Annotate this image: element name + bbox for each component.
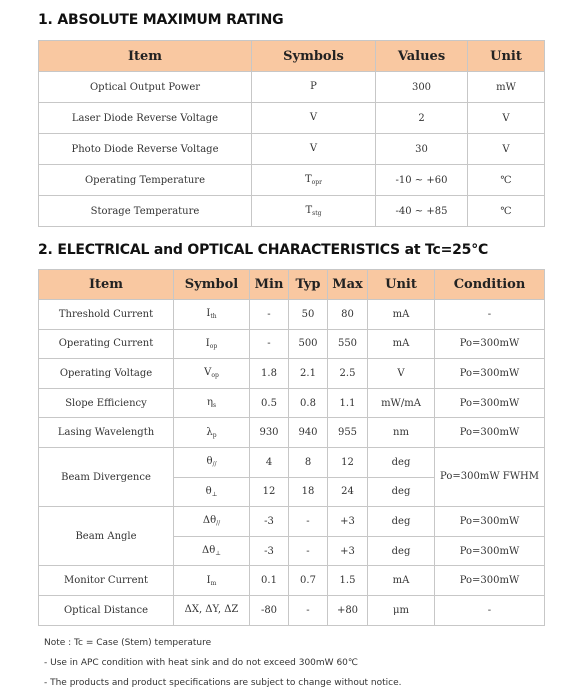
symbol-cell: $\lambda_p$ (174, 418, 250, 448)
typ-cell: - (289, 595, 328, 625)
section-title-absolute-max: 1. ABSOLUTE MAXIMUM RATING (38, 12, 284, 28)
table-row (39, 196, 545, 227)
condition-cell: Po=300mW FWHM (435, 447, 545, 506)
characteristics-table (38, 269, 545, 626)
unit-cell: ℃ (468, 165, 545, 196)
table-row (39, 507, 545, 537)
item-cell: Beam Angle (39, 507, 174, 566)
symbol-cell: $\theta_\perp$ (174, 477, 250, 507)
header-unit: Unit (468, 41, 545, 72)
condition-cell: - (435, 595, 545, 625)
typ-cell: 940 (289, 418, 328, 448)
item-cell: Lasing Wavelength (39, 418, 174, 448)
item-cell: Operating Current (39, 329, 174, 359)
condition-cell: Po=300mW (435, 507, 545, 537)
max-cell: +80 (328, 595, 368, 625)
typ-cell: - (289, 507, 328, 537)
table-row (39, 72, 545, 103)
max-cell: 550 (328, 329, 368, 359)
item-cell: Operating Temperature (39, 165, 252, 196)
max-cell: 2.5 (328, 359, 368, 389)
item-cell: Optical Distance (39, 595, 174, 625)
header-typ: Typ (289, 270, 328, 300)
header-item: Item (39, 270, 174, 300)
unit-cell: mW (468, 72, 545, 103)
max-cell: 1.5 (328, 566, 368, 596)
typ-cell: 50 (289, 300, 328, 330)
header-min: Min (250, 270, 289, 300)
table-row (39, 165, 545, 196)
item-cell: Threshold Current (39, 300, 174, 330)
symbol-cell: $T_{stg}$ (252, 196, 376, 227)
table-row (39, 359, 545, 389)
symbol-cell: $\Delta\theta_{//}$ (174, 507, 250, 537)
item-cell: Laser Diode Reverse Voltage (39, 103, 252, 134)
note-line: - Use in APC condition with heat sink and do not exceed 300mW 60℃ (44, 658, 358, 668)
max-cell: 955 (328, 418, 368, 448)
table-row (39, 329, 545, 359)
table-row (39, 300, 545, 330)
min-cell: 0.1 (250, 566, 289, 596)
value-cell: -10 ~ +60 (376, 165, 468, 196)
header-values: Values (376, 41, 468, 72)
min-cell: 4 (250, 447, 289, 477)
unit-cell: deg (368, 477, 435, 507)
max-cell: +3 (328, 507, 368, 537)
header-condition: Condition (435, 270, 545, 300)
unit-cell: mA (368, 329, 435, 359)
min-cell: 1.8 (250, 359, 289, 389)
header-unit: Unit (368, 270, 435, 300)
table-row (39, 388, 545, 418)
unit-cell: nm (368, 418, 435, 448)
max-cell: 1.1 (328, 388, 368, 418)
typ-cell: 8 (289, 447, 328, 477)
table-header-row (39, 41, 545, 72)
typ-cell: 2.1 (289, 359, 328, 389)
symbol-cell: $\eta_s$ (174, 388, 250, 418)
item-cell: Optical Output Power (39, 72, 252, 103)
min-cell: -3 (250, 536, 289, 566)
min-cell: -3 (250, 507, 289, 537)
table-row (39, 595, 545, 625)
min-cell: - (250, 329, 289, 359)
symbol-cell: V (252, 134, 376, 165)
unit-cell: V (468, 103, 545, 134)
condition-cell: Po=300mW (435, 388, 545, 418)
max-cell: +3 (328, 536, 368, 566)
item-cell: Operating Voltage (39, 359, 174, 389)
typ-cell: 0.8 (289, 388, 328, 418)
condition-cell: Po=300mW (435, 329, 545, 359)
symbol-cell: P (252, 72, 376, 103)
unit-cell: V (368, 359, 435, 389)
header-max: Max (328, 270, 368, 300)
table-row (39, 566, 545, 596)
symbol-cell: $\theta_{//}$ (174, 447, 250, 477)
symbol-cell: $I_m$ (174, 566, 250, 596)
typ-cell: 500 (289, 329, 328, 359)
unit-cell: deg (368, 507, 435, 537)
symbol-cell: $T_{opr}$ (252, 165, 376, 196)
typ-cell: 18 (289, 477, 328, 507)
min-cell: 12 (250, 477, 289, 507)
table-header-row (39, 270, 545, 300)
unit-cell: mA (368, 300, 435, 330)
absolute-max-table (38, 40, 545, 227)
symbol-cell: $I_{th}$ (174, 300, 250, 330)
symbol-cell: $I_{op}$ (174, 329, 250, 359)
typ-cell: 0.7 (289, 566, 328, 596)
header-item: Item (39, 41, 252, 72)
symbol-cell: $V_{op}$ (174, 359, 250, 389)
table-row (39, 103, 545, 134)
max-cell: 24 (328, 477, 368, 507)
table-row (39, 418, 545, 448)
header-symbols: Symbols (252, 41, 376, 72)
condition-cell: Po=300mW (435, 536, 545, 566)
max-cell: 80 (328, 300, 368, 330)
condition-cell: Po=300mW (435, 418, 545, 448)
unit-cell: deg (368, 536, 435, 566)
table-row (39, 447, 545, 477)
value-cell: 30 (376, 134, 468, 165)
min-cell: 0.5 (250, 388, 289, 418)
section-title-characteristics: 2. ELECTRICAL and OPTICAL CHARACTERISTICS at Tc=25°C (38, 242, 489, 258)
symbol-cell: V (252, 103, 376, 134)
unit-cell: mW/mA (368, 388, 435, 418)
symbol-cell: $\Delta\theta_\perp$ (174, 536, 250, 566)
symbol-cell: ΔX, ΔY, ΔZ (174, 595, 250, 625)
condition-cell: - (435, 300, 545, 330)
notes-block (44, 633, 402, 693)
min-cell: 930 (250, 418, 289, 448)
typ-cell: - (289, 536, 328, 566)
condition-cell: Po=300mW (435, 566, 545, 596)
unit-cell: V (468, 134, 545, 165)
unit-cell: μm (368, 595, 435, 625)
header-symbol: Symbol (174, 270, 250, 300)
value-cell: 300 (376, 72, 468, 103)
item-cell: Monitor Current (39, 566, 174, 596)
table-row (39, 134, 545, 165)
value-cell: 2 (376, 103, 468, 134)
note-line: Note : Tc = Case (Stem) temperature (44, 638, 212, 648)
condition-cell: Po=300mW (435, 359, 545, 389)
item-cell: Slope Efficiency (39, 388, 174, 418)
item-cell: Beam Divergence (39, 447, 174, 506)
item-cell: Storage Temperature (39, 196, 252, 227)
note-line: - The products and product specifications are subject to change without notice. (44, 678, 402, 688)
item-cell: Photo Diode Reverse Voltage (39, 134, 252, 165)
max-cell: 12 (328, 447, 368, 477)
unit-cell: deg (368, 447, 435, 477)
min-cell: - (250, 300, 289, 330)
value-cell: -40 ~ +85 (376, 196, 468, 227)
unit-cell: mA (368, 566, 435, 596)
min-cell: -80 (250, 595, 289, 625)
unit-cell: ℃ (468, 196, 545, 227)
